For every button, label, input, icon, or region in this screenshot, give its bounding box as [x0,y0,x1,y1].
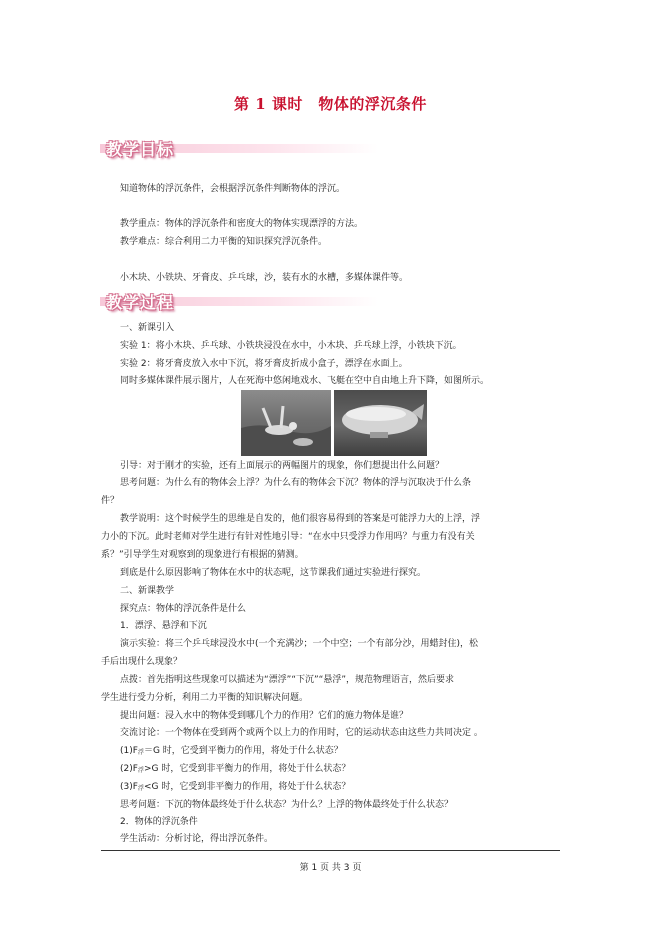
text-line: 交流讨论：一个物体在受到两个或两个以上力的作用时，它的运动状态由这些力共同决定 。 [120,728,483,738]
text-line: 一、新课引入 [120,323,175,333]
text-line: 引导：对于刚才的实验，还有上面展示的两幅图片的现象，你们想提出什么问题？ [120,461,445,471]
key-point-line: 教学重点：物体的浮沉条件和密度大的物体实现漂浮的方法。 [120,219,364,229]
text-line: 实验 1：将小木块、乒乓球、小铁块浸没在水中，小木块、乒乓球上浮，小铁块下沉。 [120,341,462,351]
text-line: 1．漂浮、悬浮和下沉 [120,621,207,631]
illustration-photos [241,390,427,456]
text-line: 实验 2：将牙膏皮放入水中下沉，将牙膏皮折成小盒子，漂浮在水面上。 [120,359,408,369]
text-line: 学生活动：分析讨论，得出浮沉条件。 [120,834,274,844]
text-line: 件？ [101,496,120,506]
text-line: 2．物体的浮沉条件 [120,817,198,827]
dead-sea-photo [241,390,331,456]
page-number: 第 1 页 共 3 页 [299,863,362,873]
text-line: 力小的下沉。此时老师对学生进行有针对性地引导：“在水中只受浮力作用吗？与重力有没有关 [101,532,475,542]
footer-divider [101,850,560,851]
text-line: 演示实验：将三个乒乓球浸没水中(一个充满沙；一个中空；一个有部分沙，用蜡封住)，松 [120,639,479,649]
text-line: 思考问题：为什么有的物体会上浮？为什么有的物体会下沉？物体的浮与沉取决于什么条 [120,478,472,488]
text-line: 探究点：物体的浮沉条件是什么 [120,604,247,614]
section-banner-process [100,290,378,312]
text-line: 二、新课教学 [120,586,175,596]
section-heading-process: 教学过程 [106,293,175,312]
text-line: 到底是什么原因影响了物体在水中的状态呢，这节课我们通过实验进行探究。 [120,568,427,578]
section-banner-objectives [100,137,378,159]
text-line: 提出问题：浸入水中的物体受到哪几个力的作用？它们的施力物体是谁？ [120,711,409,721]
text-line: 学生进行受力分析，利用二力平衡的知识解决问题。 [101,693,309,703]
text-line: 同时多媒体课件展示图片，人在死海中悠闲地戏水、飞艇在空中自由地上升下降，如图所示。 [120,376,490,386]
text-line: 系？”引导学生对观察到的现象进行有根据的猜测。 [101,550,304,560]
condition-line: (3)F浮<G 时，它受到非平衡力的作用，将处于什么状态？ [120,782,351,792]
section-heading-objectives: 教学目标 [106,140,175,159]
condition-line: (2)F浮>G 时，它受到非平衡力的作用，将处于什么状态？ [120,764,351,774]
lesson-title: 第 1 课时 物体的浮沉条件 [234,95,427,113]
condition-line: (1)F浮＝G 时，它受到平衡力的作用，将处于什么状态？ [120,746,343,756]
text-line: 点拨：首先指明这些现象可以描述为“漂浮”“下沉”“悬浮”，规范物理语言，然后要求 [120,675,454,685]
text-line: 手后出现什么现象？ [101,657,183,667]
materials-line: 小木块、小铁块、牙膏皮、乒乓球，沙，装有水的水槽，多媒体课件等。 [120,273,409,283]
objective-line: 知道物体的浮沉条件，会根据浮沉条件判断物体的浮沉。 [120,184,346,194]
airship-photo [334,390,427,456]
text-line: 思考问题：下沉的物体最终处于什么状态？为什么？上浮的物体最终处于什么状态？ [120,800,454,810]
text-line: 教学说明：这个时候学生的思维是自发的，他们很容易得到的答案是可能浮力大的上浮，浮 [120,514,481,524]
difficulty-line: 教学难点：综合利用二力平衡的知识探究浮沉条件。 [120,237,328,247]
